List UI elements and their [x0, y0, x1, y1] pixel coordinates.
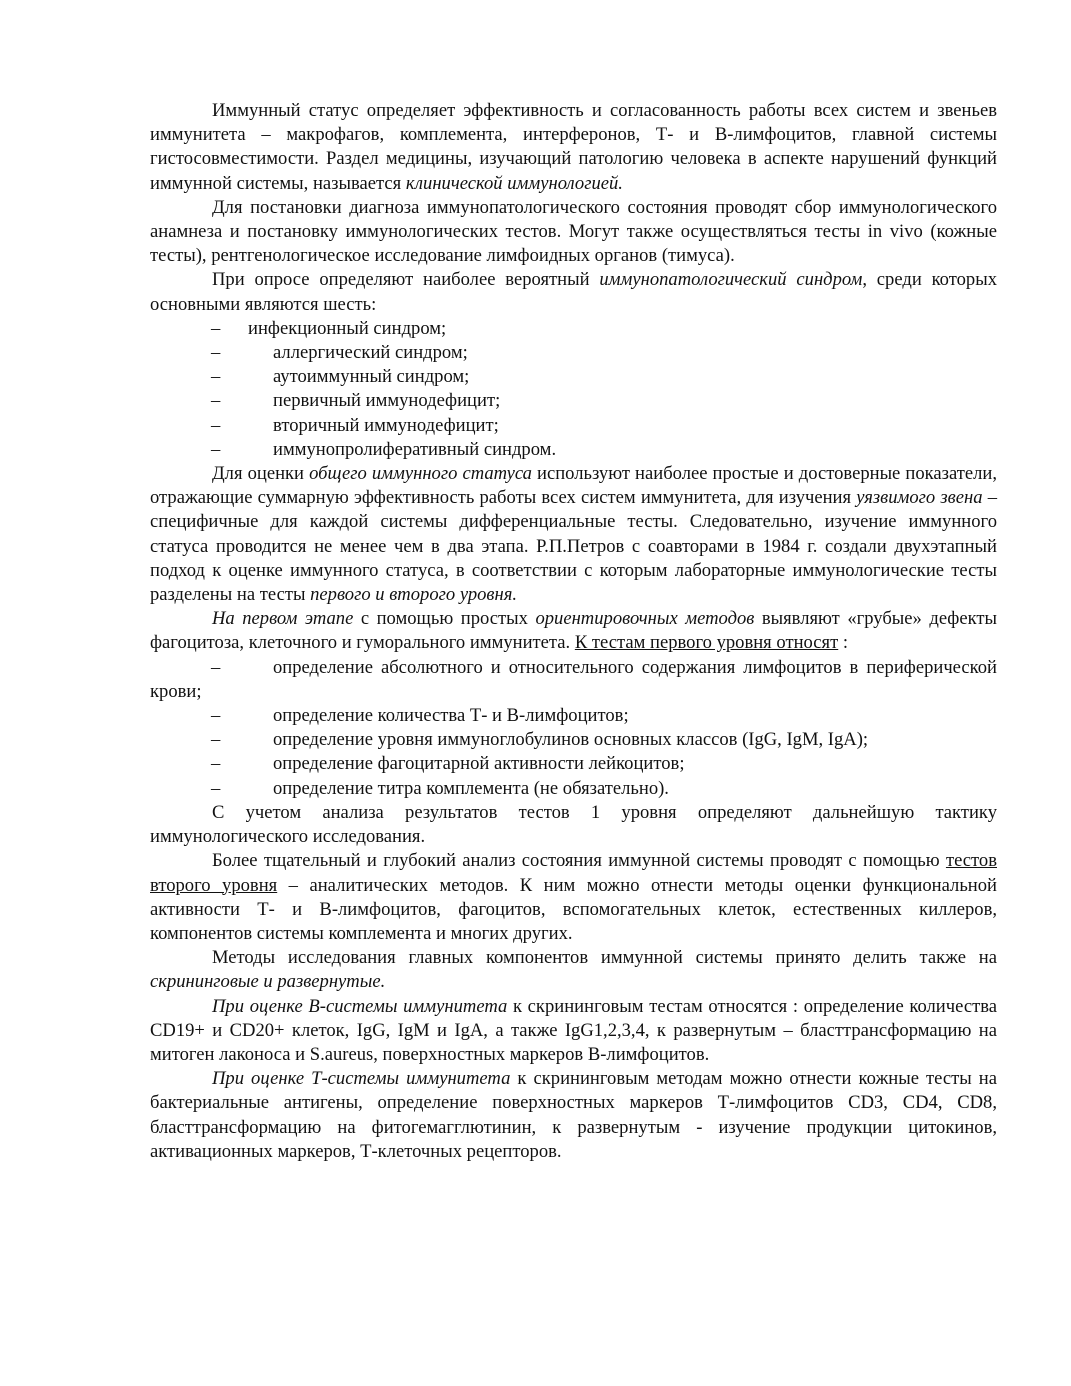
paragraph-syndromes-intro: При опросе определяют наиболее вероятный иммунопатологический синдром, среди которых основными являются шесть:	[150, 269, 997, 315]
list-item-syndrome: – аутоиммунный синдром;	[150, 365, 997, 389]
list-item-level1-test: – определение абсолютного и относительного содержания лимфоцитов в периферической крови;	[150, 656, 997, 702]
term-immunopathological-syndrome: иммунопатологический синдром	[599, 269, 863, 291]
paragraph-screening-methods: Методы исследования главных компонентов иммунной системы принято делить также на скрининговые и развернутые.	[150, 947, 997, 993]
dash-marker: –	[211, 777, 221, 799]
dash-marker: –	[211, 366, 221, 388]
list-item-syndrome: – первичный иммунодефицит;	[150, 389, 997, 413]
paragraph-first-stage: На первом этапе с помощью простых ориентировочных методов выявляют «грубые» дефекты фагоцитоза, клеточного и гуморального иммунитета. К тестам первого уровня относят :	[150, 608, 998, 654]
paragraph-diagnosis: Для постановки диагноза иммунопатологического состояния проводят сбор иммунологического анамнеза и постановку иммунологических тестов. Могут также осуществляться тесты in vivo (кожные тесты), рентгенологическое исследование лимфоидных органов (тимуса).	[150, 196, 997, 267]
dash-marker: –	[211, 317, 221, 339]
list-item-level1-test: – определение титра комплемента (не обязательно).	[150, 777, 997, 801]
paragraph-general-status: Для оценки общего иммунного статуса используют наиболее простые и достоверные показатели, отражающие суммарную эффективность работы всех систем иммунитета, для изучения уязвимого звена – специфичные для каждой системы дифференциальные тесты. Следовательно, изучение иммунного статуса проводится не менее чем в два этапа. Р.П.Петров с соавторами в 1984 г. создали двухэтапный подход к оценке иммунного статуса, в соответствии с которым лабораторные иммунологические тесты разделены на тесты первого и второго уровня.	[150, 463, 997, 606]
dash-marker: –	[211, 438, 221, 460]
dash-marker: –	[211, 705, 221, 727]
dash-marker: –	[211, 390, 221, 412]
dash-marker: –	[211, 729, 221, 751]
paragraph-t-system: При оценке Т-системы иммунитета к скрининговым методам можно отнести кожные тесты на бактериальные антигены, определение поверхностных маркеров Т-лимфоцитов CD3, CD4, CD8, бласттрансформацию на фитогемагглютинин, к развернутым - изучение продукции цитокинов, активационных маркеров, Т-клеточных рецепторов.	[150, 1068, 997, 1162]
list-item-syndrome: – аллергический синдром;	[150, 341, 997, 365]
list-item-syndrome: – иммунопролиферативный синдром.	[150, 438, 997, 462]
list-item-syndrome: – инфекционный синдром;	[150, 317, 997, 341]
dash-marker: –	[211, 753, 221, 775]
paragraph-second-level: Более тщательный и глубокий анализ состояния иммунной системы проводят с помощью тестов второго уровня – аналитических методов. К ним можно отнести методы оценки функциональной активности Т- и В-лимфоцитов, фагоцитов, вспомогательных клеток, естественных киллеров, компонентов системы комплемента и многих других.	[150, 850, 997, 944]
dash-marker: –	[211, 656, 221, 678]
paragraph-level1-results: С учетом анализа результатов тестов 1 уровня определяют дальнейшую тактику иммунологического исследования.	[150, 801, 997, 848]
document-page	[150, 99, 997, 1164]
dash-marker: –	[211, 342, 221, 364]
list-item-level1-test: – определение количества Т- и В-лимфоцитов;	[150, 704, 997, 728]
underlined-level2-term: тестов второго уровня	[150, 850, 997, 896]
paragraph-b-system: При оценке В-системы иммунитета к скрининговым тестам относятся : определение количества CD19+ и CD20+ клеток, IgG, IgM и IgA, а также IgG1,2,3,4, к развернутым – бласттрансформацию на митоген лаконоса и S.aureus, поверхностных маркеров В-лимфоцитов.	[150, 995, 997, 1065]
dash-marker: –	[211, 414, 221, 436]
list-item-syndrome: – вторичный иммунодефицит;	[150, 414, 997, 438]
term-clinical-immunology: клинической иммунологией.	[405, 172, 623, 194]
underlined-level1-heading: К тестам первого уровня относят	[574, 632, 839, 654]
paragraph-immune-status: Иммунный статус определяет эффективность и согласованность работы всех систем и звеньев иммунитета – макрофагов, комплемента, интерферонов, Т- и В-лимфоцитов, главной системы гистосовместимости. Раздел медицины, изучающий патологию человека в аспекте нарушений функций иммунной системы, называется клинической иммунологией.	[150, 100, 997, 194]
list-item-level1-test: – определение фагоцитарной активности лейкоцитов;	[150, 752, 997, 776]
list-item-level1-test: – определение уровня иммуноглобулинов основных классов (IgG, IgM, IgA);	[150, 728, 997, 752]
